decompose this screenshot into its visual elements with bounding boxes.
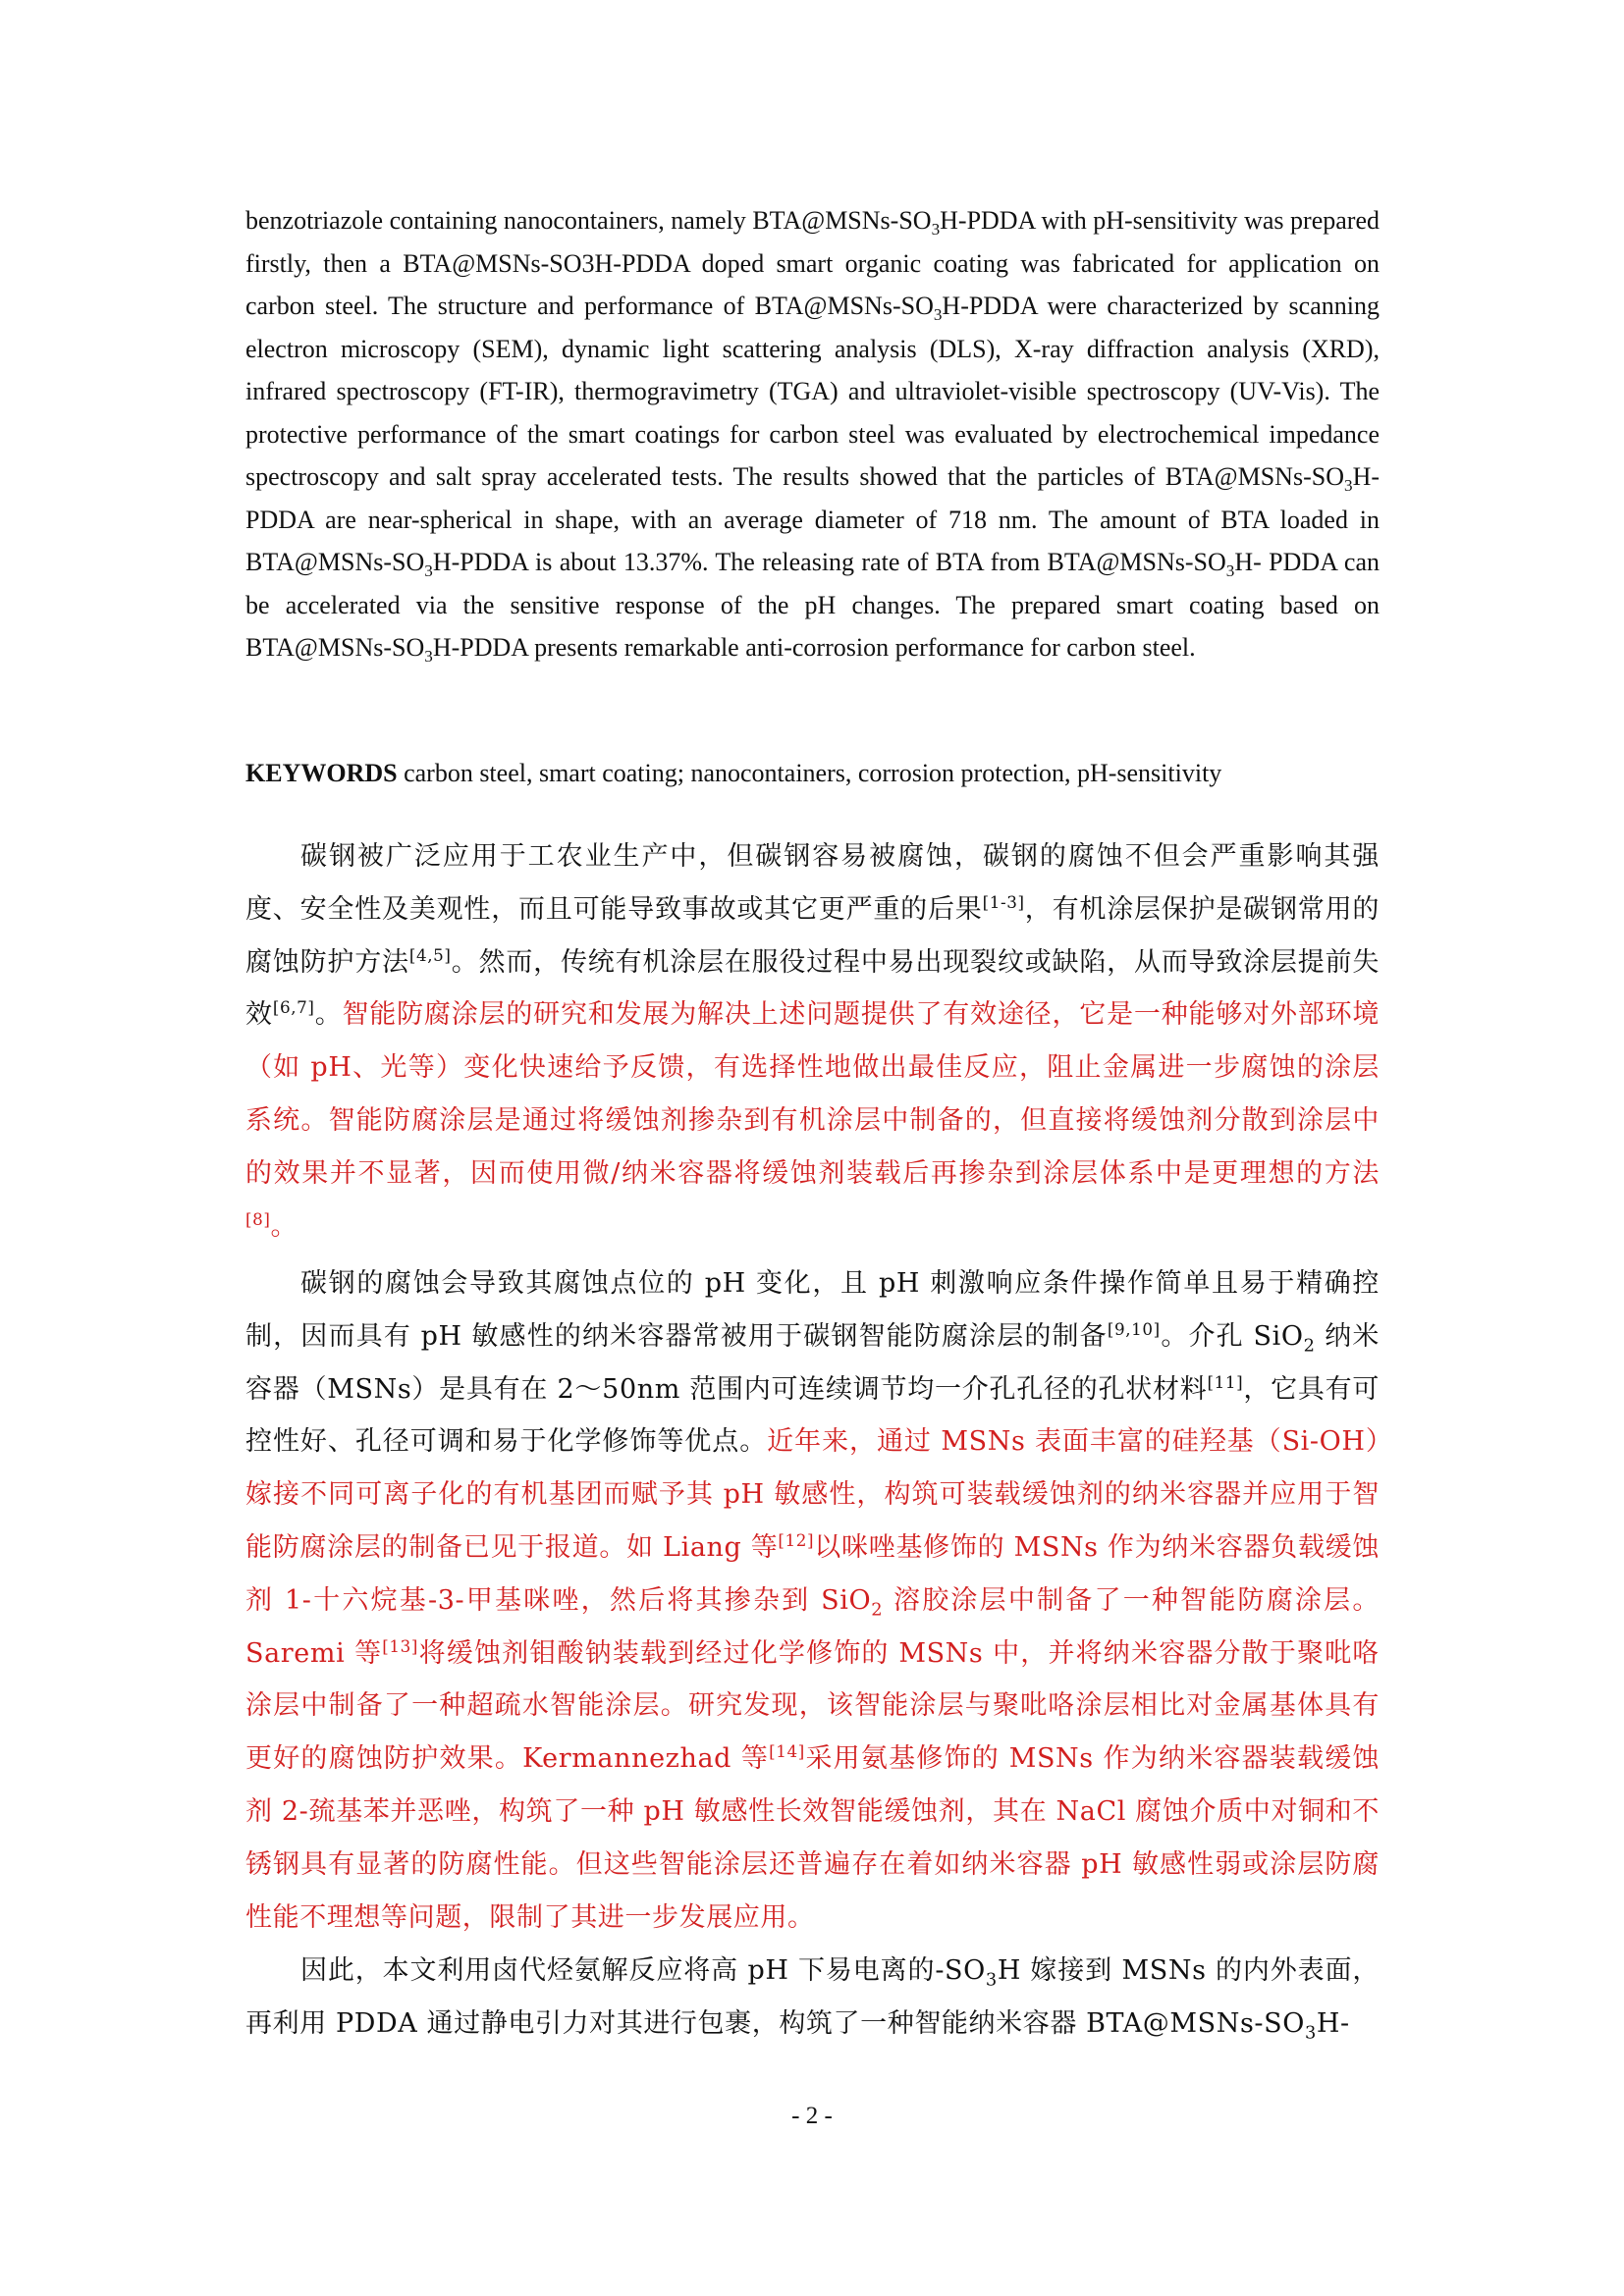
abstract-text: H-PDDA with pH-sensitivity was prepared firstly, then a BTA@MSNs-SO3H-PDDA doped smart organic coating was fabricated for application on carbon steel. The structure and performance of BTA@MSNs-SO	[245, 206, 1380, 320]
subscript: 3	[933, 305, 943, 325]
highlighted-text: 将缓蚀剂钼酸钠装载到经过化学修饰的 MSNs 中，并将纳米容器分散于聚吡咯涂层中制备了一种超疏水智能涂层。研究发现，该智能涂层与聚吡咯涂层相比对金属基体具有更好的腐蚀防护效果。Kermannezhad 等	[245, 1637, 1380, 1775]
keywords-label: KEYWORDS	[245, 759, 398, 787]
highlighted-text: 采用氨基修饰的 MSNs 作为纳米容器装载缓蚀剂 2-巯基苯并恶唑，构筑了一种 pH 敏感性长效智能缓蚀剂，其在 NaCl 腐蚀介质中对铜和不锈钢具有显著的防腐性能。但这些智能涂层还普遍存在着如纳米容器 pH 敏感性弱或涂层防腐性能不理想等问题，限制了其进一步发展应用。	[245, 1743, 1380, 1933]
keywords-line	[245, 752, 1384, 794]
paragraph-text: 碳钢被广泛应用于工农业生产中，但碳钢容易被腐蚀，碳钢的腐蚀不但会严重影响其强度、安全性及美观性，而且可能导致事故或其它更严重的后果	[245, 841, 1380, 925]
highlighted-text: 智能防腐涂层的研究和发展为解决上述问题提供了有效途径，它是一种能够对外部环境（如 pH、光等）变化快速给予反馈，有选择性地做出最佳反应，阻止金属进一步腐蚀的涂层系统。智能防腐涂层是通过将缓蚀剂掺杂到有机涂层中制备的，但直接将缓蚀剂分散到涂层中的效果并不显著，因而使用微/纳米容器将缓蚀剂装载后再掺杂到涂层体系中是更理想的方法	[245, 999, 1380, 1189]
highlighted-text: 以咪唑基修饰的 MSNs 作为纳米容器负载缓蚀剂 1-十六烷基-3-甲基咪唑，然后将其掺杂到 SiO	[245, 1531, 1380, 1616]
highlighted-text: 近年来，通过 MSNs 表面丰富的硅羟基（Si-OH）嫁接不同可离子化的有机基团而赋予其 pH 敏感性，构筑可装载缓蚀剂的纳米容器并应用于智能防腐涂层的制备已见于报道。如 Liang 等	[245, 1426, 1380, 1563]
body-paragraph-3	[245, 1945, 1380, 2051]
paragraph-text: ，它具有可控性好、孔径可调和易于化学修饰等优点。	[245, 1373, 1380, 1458]
body-paragraph-1	[245, 830, 1380, 1253]
citation: [12]	[778, 1529, 815, 1550]
paragraph-text: 。	[314, 999, 343, 1031]
subscript: 3	[424, 647, 433, 667]
paragraph-text: ，有机涂层保护是碳钢常用的腐蚀防护方法	[245, 893, 1380, 978]
keywords-text: carbon steel, smart coating; nanocontainers, corrosion protection, pH-sensitivity	[397, 759, 1222, 787]
paragraph-text: 因此，本文利用卤代烃氨解反应将高 pH 下易电离的-SO	[300, 1955, 986, 1986]
paragraph-text: 。然而，传统有机涂层在服役过程中易出现裂纹或缺陷，从而导致涂层提前失效	[245, 946, 1380, 1031]
subscript: 3	[1225, 561, 1235, 581]
citation: [8]	[245, 1208, 271, 1229]
subscript: 3	[931, 220, 941, 240]
abstract-text: H-PDDA were characterized by scanning electron microscopy (SEM), dynamic light scattering analysis (DLS), X-ray diffraction analysis (XRD), infrared spectroscopy (FT-IR), thermogravimetry (TGA) and ultraviolet-visible spectroscopy (UV-Vis). The protective performance of the smart coatings for carbon steel was evaluated by electrochemical impedance spectroscopy and salt spray accelerated tests. The results showed that the particles of BTA@MSNs-SO	[245, 292, 1380, 491]
citation: [11]	[1207, 1371, 1244, 1392]
citation: [6,7]	[272, 997, 315, 1018]
subscript: 3	[1343, 476, 1353, 496]
citation: [4,5]	[408, 944, 452, 965]
subscript: 3	[985, 1969, 998, 1991]
highlighted-text: 溶胶涂层中制备了一种智能防腐涂层。Saremi 等	[245, 1584, 1380, 1669]
page-number: - 2 -	[791, 2103, 833, 2129]
abstract-text: H-PDDA are near-spherical in shape, with an average diameter of 718 nm. The amount of BTA loaded in BTA@MSNs-SO	[245, 462, 1380, 576]
paragraph-text: 纳米容器（MSNs）是具有在 2～50nm 范围内可连续调节均一介孔孔径的孔状材料	[245, 1320, 1380, 1405]
abstract-paragraph	[245, 199, 1380, 669]
citation: [9,10]	[1107, 1318, 1161, 1339]
paragraph-text: H 嫁接到 MSNs 的内外表面，再利用 PDDA 通过静电引力对其进行包裹，构筑了一种智能纳米容器 BTA@MSNs-SO	[245, 1955, 1380, 2039]
subscript: 2	[871, 1599, 884, 1621]
abstract-text: H- PDDA can be accelerated via the sensitive response of the pH changes. The prepared smart coating based on BTA@MSNs-SO	[245, 548, 1380, 662]
citation: [1-3]	[982, 891, 1025, 912]
body-paragraph-2	[245, 1257, 1380, 1944]
abstract-text: H-PDDA presents remarkable anti-corrosion performance for carbon steel.	[432, 633, 1196, 662]
citation: [14]	[769, 1741, 805, 1762]
paragraph-text: 碳钢的腐蚀会导致其腐蚀点位的 pH 变化，且 pH 刺激响应条件操作简单且易于精确控制，因而具有 pH 敏感性的纳米容器常被用于碳钢智能防腐涂层的制备	[245, 1268, 1380, 1352]
highlighted-text: 。	[270, 1210, 298, 1242]
paragraph-text: H-	[1316, 2007, 1350, 2039]
abstract-text: H-PDDA is about 13.37%. The releasing rate of BTA from BTA@MSNs-SO	[432, 548, 1226, 576]
paragraph-text: 。介孔 SiO	[1160, 1320, 1304, 1352]
citation: [13]	[382, 1635, 419, 1656]
subscript: 3	[424, 561, 433, 581]
subscript: 2	[1303, 1335, 1316, 1357]
abstract-text: benzotriazole containing nanocontainers, namely BTA@MSNs-SO	[245, 206, 932, 235]
subscript: 3	[1304, 2022, 1317, 2044]
